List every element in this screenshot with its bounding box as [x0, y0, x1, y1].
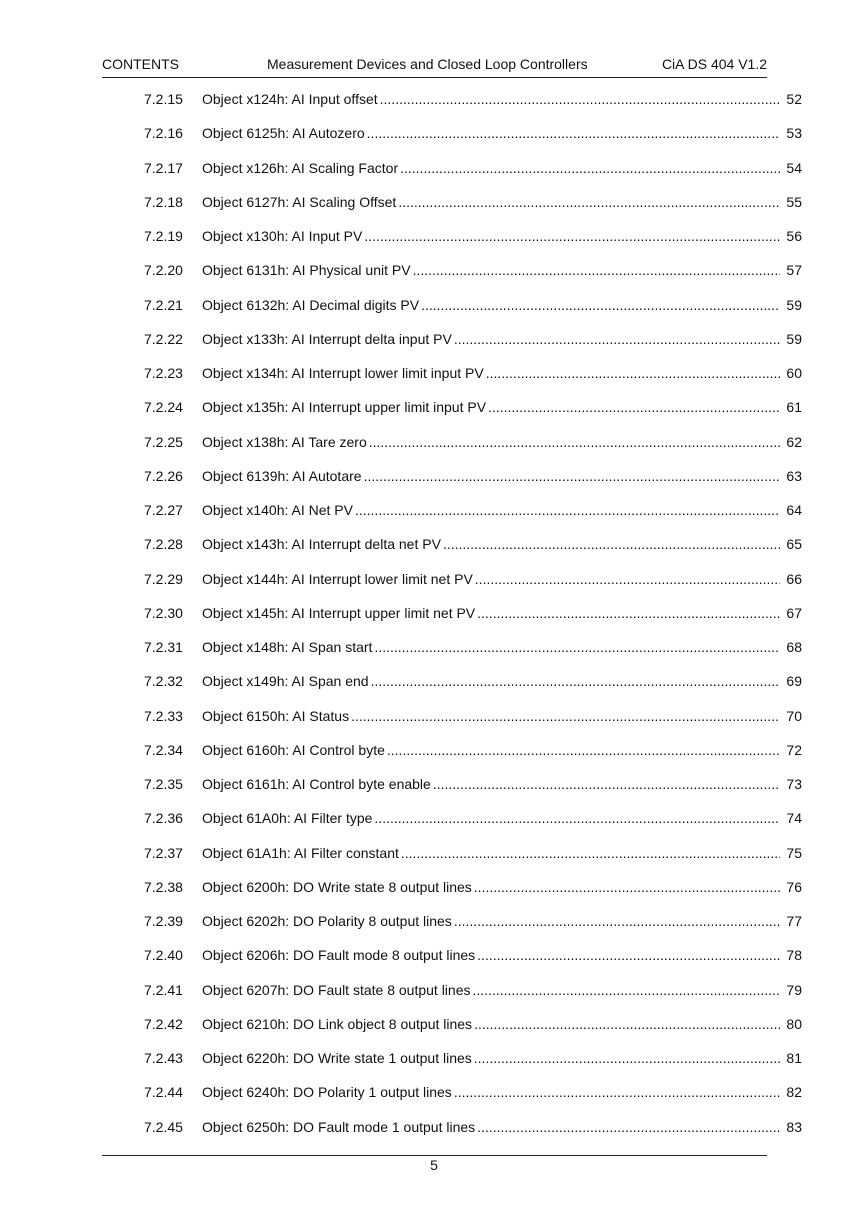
toc-entry-title[interactable]: Object 6139h: AI Autotare: [202, 467, 362, 484]
toc-dot-leader: [454, 911, 780, 931]
toc-entry-title[interactable]: Object 6150h: AI Status: [202, 707, 350, 724]
toc-entry-page[interactable]: 53: [786, 125, 802, 142]
toc-entry-page[interactable]: 66: [786, 570, 802, 587]
toc-entry-number: 7.2.25: [144, 433, 183, 450]
toc-entry-line: [202, 192, 802, 212]
toc-entry[interactable]: [102, 123, 802, 157]
toc-entry-page[interactable]: 75: [786, 844, 802, 861]
toc-entry-title[interactable]: Object x148h: AI Span start: [202, 639, 373, 655]
toc-entry-line: [202, 534, 802, 554]
toc-dot-leader: [374, 637, 780, 657]
toc-dot-leader: [433, 774, 780, 794]
toc-entry-line: [202, 329, 802, 349]
toc-dot-leader: [400, 158, 780, 178]
toc-entry-number: 7.2.31: [144, 639, 183, 655]
toc-entry[interactable]: [102, 534, 802, 568]
toc-entry-line: [202, 671, 802, 691]
toc-entry-number: 7.2.45: [144, 1118, 183, 1135]
toc-entry[interactable]: [102, 397, 802, 431]
toc-dot-leader: [475, 569, 780, 589]
toc-entry-title[interactable]: Object 61A1h: AI Filter constant: [202, 844, 399, 861]
toc-entry-title[interactable]: Object x140h: AI Net PV: [202, 502, 353, 518]
toc-entry-line: [202, 123, 802, 143]
toc-entry-page[interactable]: 56: [786, 228, 802, 244]
toc-entry-number: 7.2.21: [144, 296, 183, 313]
header-divider: [102, 77, 767, 78]
toc-entry-title[interactable]: Object x149h: AI Span end: [202, 673, 369, 690]
toc-entry[interactable]: [102, 1082, 802, 1116]
footer-divider: [102, 1155, 767, 1156]
toc-entry-line: [202, 843, 802, 863]
toc-dot-leader: [443, 534, 780, 554]
toc-entry-line: [202, 637, 802, 657]
toc-dot-leader: [387, 740, 780, 760]
toc-entry[interactable]: [102, 911, 802, 945]
toc-entry[interactable]: [102, 500, 802, 534]
toc-entry-number: 7.2.30: [144, 604, 183, 621]
toc-entry-number: 7.2.18: [144, 193, 183, 210]
toc-dot-leader: [477, 603, 780, 623]
page-header: [102, 56, 767, 76]
toc-entry[interactable]: [102, 740, 802, 774]
toc-entry[interactable]: [102, 432, 802, 466]
toc-entry-line: [202, 1014, 802, 1034]
toc-dot-leader: [473, 980, 781, 1000]
toc-dot-leader: [474, 877, 780, 897]
toc-entry-line: [202, 363, 802, 383]
toc-entry-line: [202, 158, 802, 178]
toc-entry-title[interactable]: Object 6125h: AI Autozero: [202, 125, 365, 142]
toc-dot-leader: [413, 260, 780, 280]
toc-entry-page[interactable]: 70: [786, 707, 802, 724]
toc-entry-page[interactable]: 63: [786, 467, 802, 484]
toc-entry-line: [202, 432, 802, 452]
toc-entry-page[interactable]: 68: [786, 639, 802, 655]
toc-entry[interactable]: [102, 192, 802, 226]
toc-entry-page[interactable]: 72: [786, 741, 802, 758]
toc-entry[interactable]: [102, 808, 802, 842]
toc-entry-line: [202, 1048, 802, 1068]
toc-entry-line: [202, 89, 802, 109]
toc-entry-page[interactable]: 69: [786, 673, 802, 690]
toc-entry-number: 7.2.32: [144, 673, 183, 690]
toc-entry-page[interactable]: 74: [786, 810, 802, 827]
toc-entry-number: 7.2.20: [144, 262, 183, 279]
toc-entry-page[interactable]: 67: [786, 604, 802, 621]
toc-entry-number: 7.2.35: [144, 776, 183, 792]
toc-entry[interactable]: [102, 877, 802, 911]
toc-entry-page[interactable]: 54: [786, 159, 802, 176]
toc-entry-line: [202, 945, 802, 965]
toc-entry-number: 7.2.29: [144, 570, 183, 587]
toc-entry-line: [202, 569, 802, 589]
toc-entry-page[interactable]: 79: [786, 981, 802, 998]
toc-entry-line: [202, 1082, 802, 1102]
toc-entry-number: 7.2.15: [144, 91, 183, 107]
toc-entry-title[interactable]: Object 6131h: AI Physical unit PV: [202, 262, 411, 279]
toc-entry-page[interactable]: 60: [786, 365, 802, 381]
toc-dot-leader: [477, 1117, 780, 1137]
toc-dot-leader: [401, 843, 780, 863]
toc-dot-leader: [486, 363, 780, 383]
toc-entry-line: [202, 808, 802, 828]
toc-dot-leader: [454, 329, 780, 349]
toc-entry-title[interactable]: Object 61A0h: AI Filter type: [202, 810, 373, 827]
toc-dot-leader: [488, 397, 780, 417]
toc-entry[interactable]: [102, 329, 802, 363]
toc-entry-title[interactable]: Object x144h: AI Interrupt lower limit net PV: [202, 570, 473, 587]
toc-entry-number: 7.2.22: [144, 330, 183, 347]
toc-entry-line: [202, 226, 802, 246]
toc-dot-leader: [367, 123, 780, 143]
toc-entry-number: 7.2.39: [144, 913, 183, 929]
toc-entry-title[interactable]: Object x143h: AI Interrupt delta net PV: [202, 536, 441, 553]
toc-entry[interactable]: [102, 158, 802, 192]
toc-entry-title[interactable]: Object 6161h: AI Control byte enable: [202, 776, 431, 792]
toc-entry-title[interactable]: Object x133h: AI Interrupt delta input PV: [202, 330, 452, 347]
toc-entry-number: 7.2.38: [144, 878, 183, 895]
toc-entry[interactable]: [102, 89, 802, 123]
toc-entry-title[interactable]: Object 6206h: DO Fault mode 8 output lines: [202, 947, 476, 964]
toc-entry[interactable]: [102, 569, 802, 603]
toc-entry-title[interactable]: Object 6207h: DO Fault state 8 output lines: [202, 981, 471, 998]
toc-entry-page[interactable]: 62: [786, 433, 802, 450]
toc-dot-leader: [421, 295, 780, 315]
toc-entry[interactable]: [102, 1117, 802, 1151]
toc-entry-page[interactable]: 77: [786, 913, 802, 929]
toc-dot-leader: [474, 1048, 780, 1068]
header-section-label: CONTENTS: [102, 56, 179, 72]
toc-entry-number: 7.2.36: [144, 810, 183, 827]
toc-entry-title[interactable]: Object 6250h: DO Fault mode 1 output lines: [202, 1118, 476, 1135]
toc-entry-line: [202, 911, 802, 931]
toc-entry[interactable]: [102, 1048, 802, 1082]
toc-entry-line: [202, 877, 802, 897]
toc-entry-title[interactable]: Object x138h: AI Tare zero: [202, 433, 367, 450]
toc-entry-number: 7.2.27: [144, 502, 183, 518]
toc-entry-line: [202, 603, 802, 623]
toc-dot-leader: [380, 89, 780, 109]
toc-entry-line: [202, 295, 802, 315]
toc-entry-line: [202, 260, 802, 280]
toc-entry-page[interactable]: 59: [786, 330, 802, 347]
toc-dot-leader: [351, 706, 780, 726]
toc-entry[interactable]: [102, 671, 802, 705]
toc-entry-number: 7.2.17: [144, 159, 183, 176]
toc-entry[interactable]: [102, 363, 802, 397]
header-document-title: Measurement Devices and Closed Loop Controllers: [267, 56, 588, 72]
toc-entry[interactable]: [102, 260, 802, 294]
toc-entry[interactable]: [102, 295, 802, 329]
toc-entry-page[interactable]: 55: [786, 193, 802, 210]
toc-entry-page[interactable]: 82: [786, 1084, 802, 1101]
toc-entry-number: 7.2.26: [144, 467, 183, 484]
toc-entry-line: [202, 740, 802, 760]
toc-entry[interactable]: [102, 945, 802, 979]
toc-entry-line: [202, 500, 802, 520]
toc-entry-title[interactable]: Object x126h: AI Scaling Factor: [202, 159, 399, 176]
toc-entry[interactable]: [102, 466, 802, 500]
toc-entry-title[interactable]: Object 6200h: DO Write state 8 output lines: [202, 878, 472, 895]
toc-entry-line: [202, 1117, 802, 1137]
toc-dot-leader: [364, 226, 780, 246]
toc-entry[interactable]: [102, 603, 802, 637]
toc-entry-line: [202, 980, 802, 1000]
toc-entry-title[interactable]: Object 6210h: DO Link object 8 output lines: [202, 1015, 473, 1032]
toc-dot-leader: [364, 466, 780, 486]
toc-entry-page[interactable]: 59: [786, 296, 802, 313]
header-document-id: CiA DS 404 V1.2: [661, 56, 767, 72]
toc-entry[interactable]: [102, 1014, 802, 1048]
toc-entry[interactable]: [102, 226, 802, 260]
toc-entry-number: 7.2.34: [144, 741, 183, 758]
toc-entry-page[interactable]: 76: [786, 878, 802, 895]
toc-entry-page[interactable]: 61: [786, 399, 802, 416]
toc-entry-line: [202, 774, 802, 794]
toc-entry-page[interactable]: 83: [786, 1118, 802, 1135]
toc-entry-page[interactable]: 80: [786, 1015, 802, 1032]
toc-entry-title[interactable]: Object 6160h: AI Control byte: [202, 741, 385, 758]
toc-entry-page[interactable]: 73: [786, 776, 802, 792]
toc-entry-title[interactable]: Object x130h: AI Input PV: [202, 228, 363, 244]
table-of-contents: [102, 89, 802, 1151]
toc-entry-page[interactable]: 64: [786, 502, 802, 518]
toc-entry-number: 7.2.37: [144, 844, 183, 861]
toc-entry-page[interactable]: 81: [786, 1050, 802, 1066]
toc-entry-number: 7.2.16: [144, 125, 183, 142]
toc-entry-page[interactable]: 78: [786, 947, 802, 964]
toc-entry-page[interactable]: 65: [786, 536, 802, 553]
toc-entry-number: 7.2.28: [144, 536, 183, 553]
toc-entry-number: 7.2.24: [144, 399, 183, 416]
toc-entry-line: [202, 397, 802, 417]
toc-dot-leader: [371, 671, 780, 691]
toc-entry-title[interactable]: Object 6132h: AI Decimal digits PV: [202, 296, 420, 313]
toc-entry-line: [202, 706, 802, 726]
toc-dot-leader: [477, 945, 780, 965]
toc-entry-page[interactable]: 57: [786, 262, 802, 279]
toc-entry-title[interactable]: Object 6127h: AI Scaling Offset: [202, 193, 397, 210]
toc-entry-number: 7.2.42: [144, 1015, 183, 1032]
toc-entry-number: 7.2.44: [144, 1084, 183, 1101]
toc-entry-number: 7.2.40: [144, 947, 183, 964]
page-number: 5: [430, 1157, 438, 1173]
toc-entry[interactable]: [102, 843, 802, 877]
toc-entry-title[interactable]: Object x135h: AI Interrupt upper limit input PV: [202, 399, 487, 416]
toc-entry[interactable]: [102, 774, 802, 808]
toc-entry-page[interactable]: 52: [786, 91, 802, 107]
toc-dot-leader: [398, 192, 780, 212]
toc-entry-title[interactable]: Object x145h: AI Interrupt upper limit net PV: [202, 604, 476, 621]
toc-entry-number: 7.2.19: [144, 228, 183, 244]
toc-dot-leader: [374, 808, 780, 828]
toc-entry-title[interactable]: Object x134h: AI Interrupt lower limit input PV: [202, 365, 484, 381]
toc-entry-number: 7.2.23: [144, 365, 183, 381]
toc-dot-leader: [355, 500, 780, 520]
toc-entry-number: 7.2.41: [144, 981, 183, 998]
toc-dot-leader: [454, 1082, 780, 1102]
toc-entry-title[interactable]: Object 6240h: DO Polarity 1 output lines: [202, 1084, 452, 1101]
toc-entry-number: 7.2.43: [144, 1050, 183, 1066]
toc-entry[interactable]: [102, 637, 802, 671]
toc-entry[interactable]: [102, 980, 802, 1014]
toc-dot-leader: [474, 1014, 780, 1034]
toc-entry[interactable]: [102, 706, 802, 740]
toc-entry-title[interactable]: Object 6202h: DO Polarity 8 output lines: [202, 913, 452, 929]
toc-dot-leader: [369, 432, 780, 452]
toc-entry-line: [202, 466, 802, 486]
toc-entry-number: 7.2.33: [144, 707, 183, 724]
toc-entry-title[interactable]: Object x124h: AI Input offset: [202, 91, 378, 107]
toc-entry-title[interactable]: Object 6220h: DO Write state 1 output lines: [202, 1050, 472, 1066]
